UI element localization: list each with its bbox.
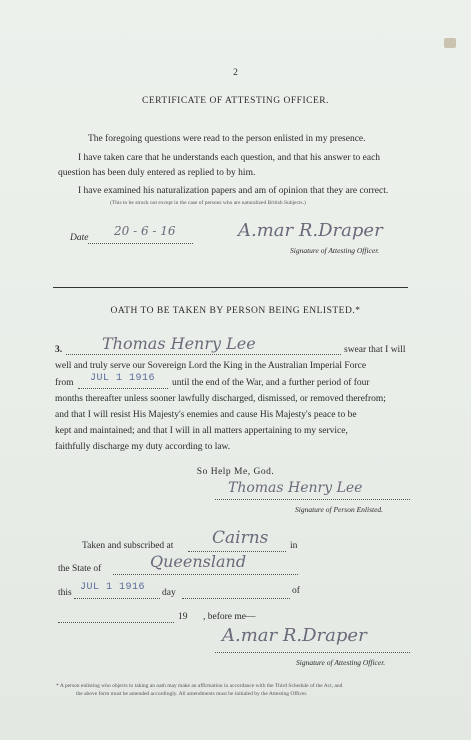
enlistee-signature-line xyxy=(215,499,410,500)
footnote-line1: * A person enlisting who objects to taking an oath may make an affirmation in accordance with the Third Schedule of the Act, and xyxy=(56,683,343,689)
date-line xyxy=(88,243,193,244)
oath-name-line xyxy=(66,354,341,355)
in-label: in xyxy=(290,541,298,551)
place-value: Cairns xyxy=(212,528,269,548)
state-line xyxy=(113,574,298,575)
oath-line5: and that I will resist His Majesty's enemies and cause His Majesty's peace to be xyxy=(55,410,357,420)
oath-line2: well and truly serve our Sovereign Lord the King in the Australian Imperial Force xyxy=(55,361,367,371)
section-divider xyxy=(53,287,408,288)
day-stamp: JUL 1 1916 xyxy=(80,582,146,593)
officer-signature-2: A.mar R.Draper xyxy=(222,625,367,646)
day-label: day xyxy=(162,588,176,598)
state-label: the State of xyxy=(58,564,102,574)
so-help-me-god: So Help Me, God. xyxy=(196,467,275,477)
page-number: 2 xyxy=(233,68,238,78)
year-prefix: 19 xyxy=(178,612,188,622)
date-label: Date xyxy=(70,233,89,243)
day-line xyxy=(74,598,160,599)
officer-signature-1: A.mar R.Draper xyxy=(238,220,383,241)
certificate-title: CERTIFICATE OF ATTESTING OFFICER. xyxy=(142,96,329,106)
officer-signature-label-1: Signature of Attesting Officer. xyxy=(290,246,380,255)
from-line xyxy=(78,388,168,389)
enlistee-signature: Thomas Henry Lee xyxy=(228,480,363,496)
from-label: from xyxy=(55,378,74,388)
enlistee-signature-label: Signature of Person Enlisted. xyxy=(295,505,384,514)
certificate-para2-line2: question has been duly entered as replied to by him. xyxy=(58,168,256,178)
certificate-para1: The foregoing questions were read to the person enlisted in my presence. xyxy=(88,134,366,144)
paper-tab xyxy=(444,38,456,48)
certificate-para3: I have examined his naturalization papers and am of opinion that they are correct. xyxy=(78,186,389,196)
year-line xyxy=(58,622,174,623)
officer-signature-label-2: Signature of Attesting Officer. xyxy=(296,658,386,667)
date-value: 20 - 6 - 16 xyxy=(114,224,176,238)
oath-title: OATH TO BE TAKEN BY PERSON BEING ENLISTED.* xyxy=(110,306,361,316)
state-value: Queensland xyxy=(150,552,247,571)
before-me-label: , before me— xyxy=(203,612,256,622)
certificate-para2-line1: I have taken care that he understands each question, and that his answer to each xyxy=(78,153,381,163)
oath-line7: faithfully discharge my duty according to law. xyxy=(55,442,231,452)
oath-line3-tail: until the end of the War, and a further period of four xyxy=(172,378,370,388)
oath-line6: kept and maintained; and that I will in all matters appertaining to my service, xyxy=(55,426,348,436)
certificate-footnote: (This to be struck out except in the case of persons who are naturalized British Subjects.) xyxy=(110,200,306,206)
of-label: of xyxy=(292,586,300,596)
oath-number: 3. xyxy=(55,345,63,355)
footnote-line2: the above form must be amended accordingly. All amendments must be initialed by the Attesting Officer. xyxy=(76,691,308,697)
enlistee-name: Thomas Henry Lee xyxy=(102,334,256,353)
from-stamp: JUL 1 1916 xyxy=(90,373,156,384)
taken-label: Taken and subscribed at xyxy=(82,541,174,551)
oath-line4: months thereafter unless sooner lawfully discharged, dismissed, or removed therefrom; xyxy=(55,394,386,404)
oath-line1-tail: swear that I will xyxy=(344,345,406,355)
month-line xyxy=(182,598,290,599)
officer-signature-line-2 xyxy=(215,652,410,653)
this-label: this xyxy=(58,588,72,598)
